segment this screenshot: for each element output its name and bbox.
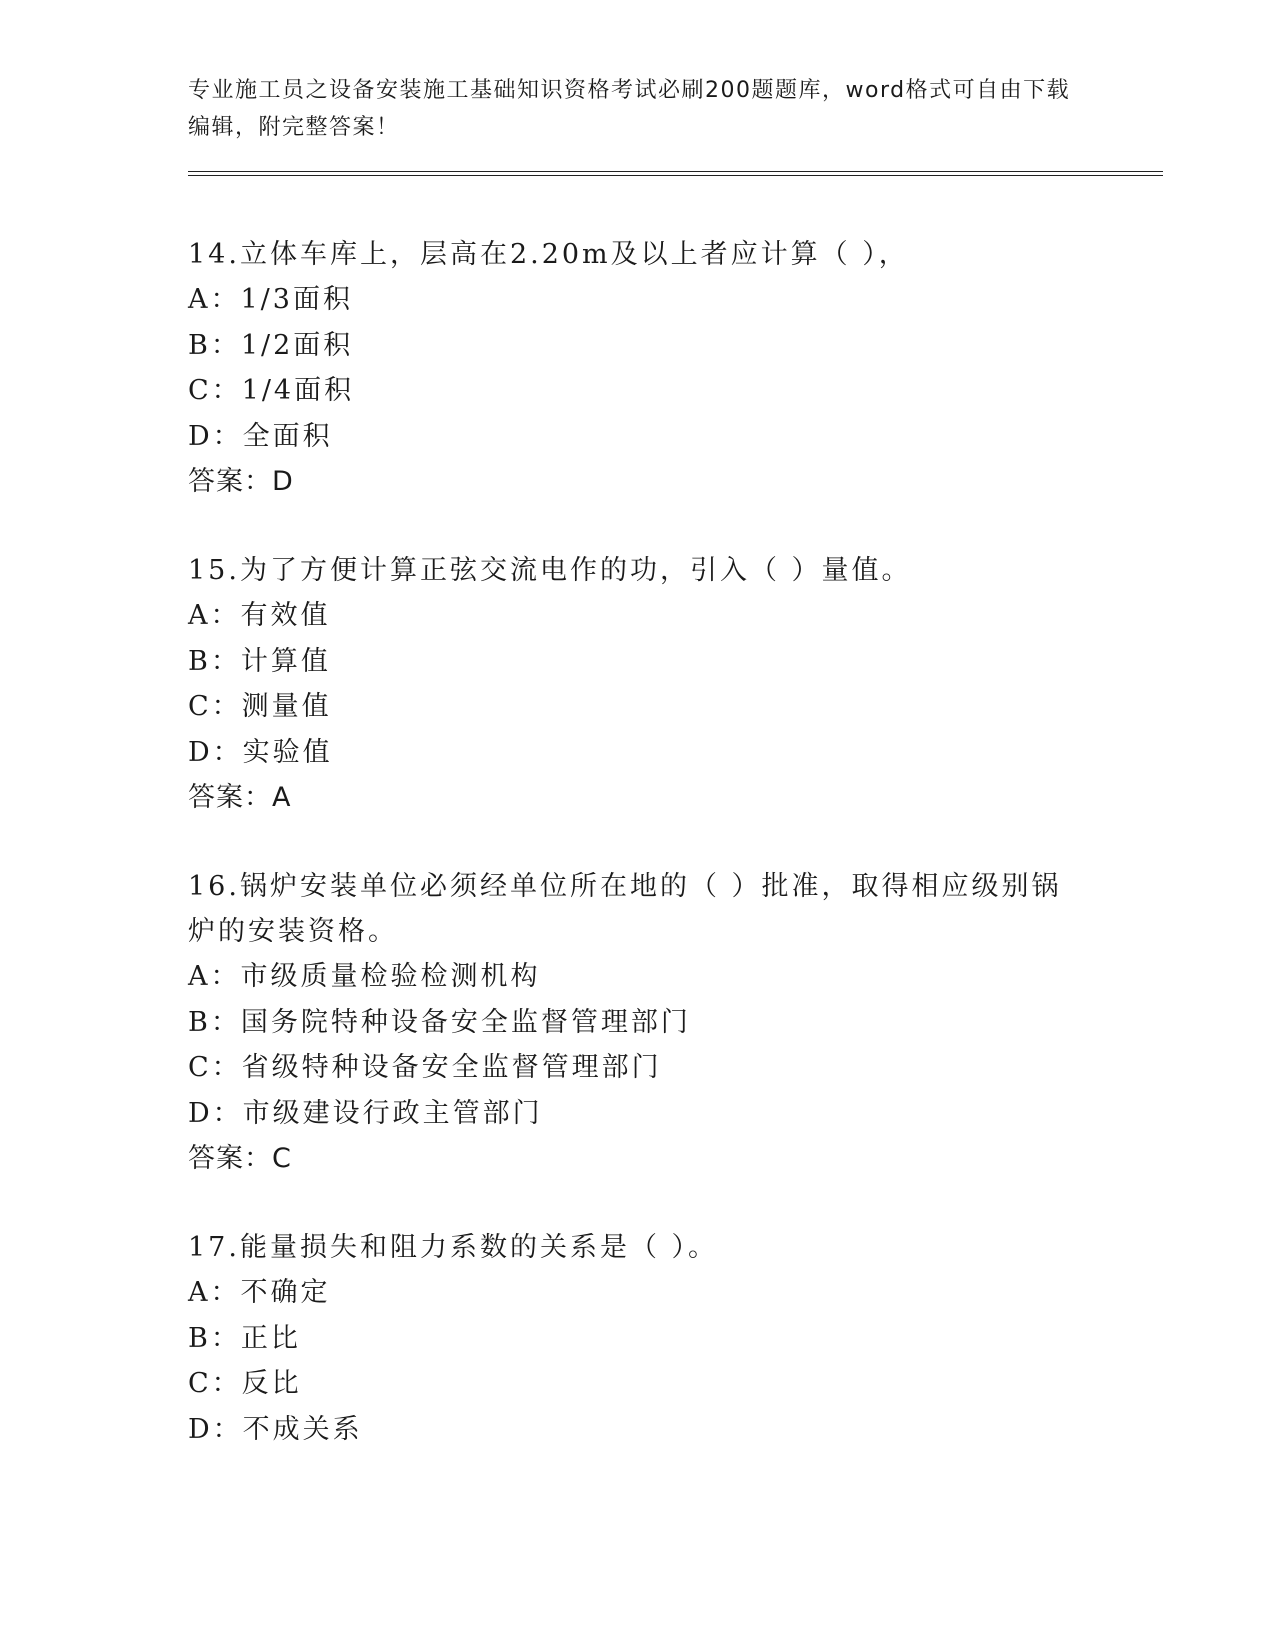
option-b: B：计算值: [188, 645, 331, 677]
option-b: B：国务院特种设备安全监督管理部门: [188, 1006, 691, 1038]
question-16: [188, 864, 1088, 1181]
option-c: C：反比: [188, 1368, 302, 1399]
option-b: B：正比: [188, 1322, 301, 1354]
option-c: C：省级特种设备安全监督管理部门: [188, 1052, 662, 1083]
option-d: D：全面积: [188, 420, 333, 452]
answer-line: 答案：D: [188, 466, 294, 497]
header-divider-bottom: [188, 175, 1163, 176]
option-d: D：实验值: [188, 736, 333, 768]
document-header: 专业施工员之设备安装施工基础知识资格考试必刷200题题库，word格式可自由下载编辑，附完整答案！: [188, 78, 1071, 140]
option-d: D：不成关系: [188, 1413, 363, 1445]
option-c: C：1/4面积: [188, 375, 355, 406]
question-15: [188, 548, 1088, 820]
option-a: A：1/3面积: [188, 284, 353, 315]
question-stem: 15.为了方便计算正弦交流电作的功，引入（ ）量值。: [188, 555, 912, 586]
option-a: A：有效值: [188, 600, 331, 631]
header-divider-top: [188, 171, 1163, 172]
answer-line: 答案：C: [188, 1143, 292, 1174]
option-a: A：不确定: [188, 1277, 331, 1308]
question-14: [188, 232, 1088, 504]
option-c: C：测量值: [188, 691, 332, 722]
option-b: B：1/2面积: [188, 329, 354, 361]
option-d: D：市级建设行政主管部门: [188, 1097, 543, 1129]
question-list: [188, 232, 1088, 1496]
question-stem: 14.立体车库上，层高在2.20m及以上者应计算（ ），: [188, 239, 909, 270]
question-stem: 16.锅炉安装单位必须经单位所在地的（ ）批准，取得相应级别锅炉的安装资格。: [188, 871, 1062, 947]
question-stem: 17.能量损失和阻力系数的关系是（ ）。: [188, 1232, 719, 1263]
question-17: [188, 1225, 1088, 1452]
answer-line: 答案：A: [188, 782, 292, 813]
option-a: A：市级质量检验检测机构: [188, 961, 541, 992]
